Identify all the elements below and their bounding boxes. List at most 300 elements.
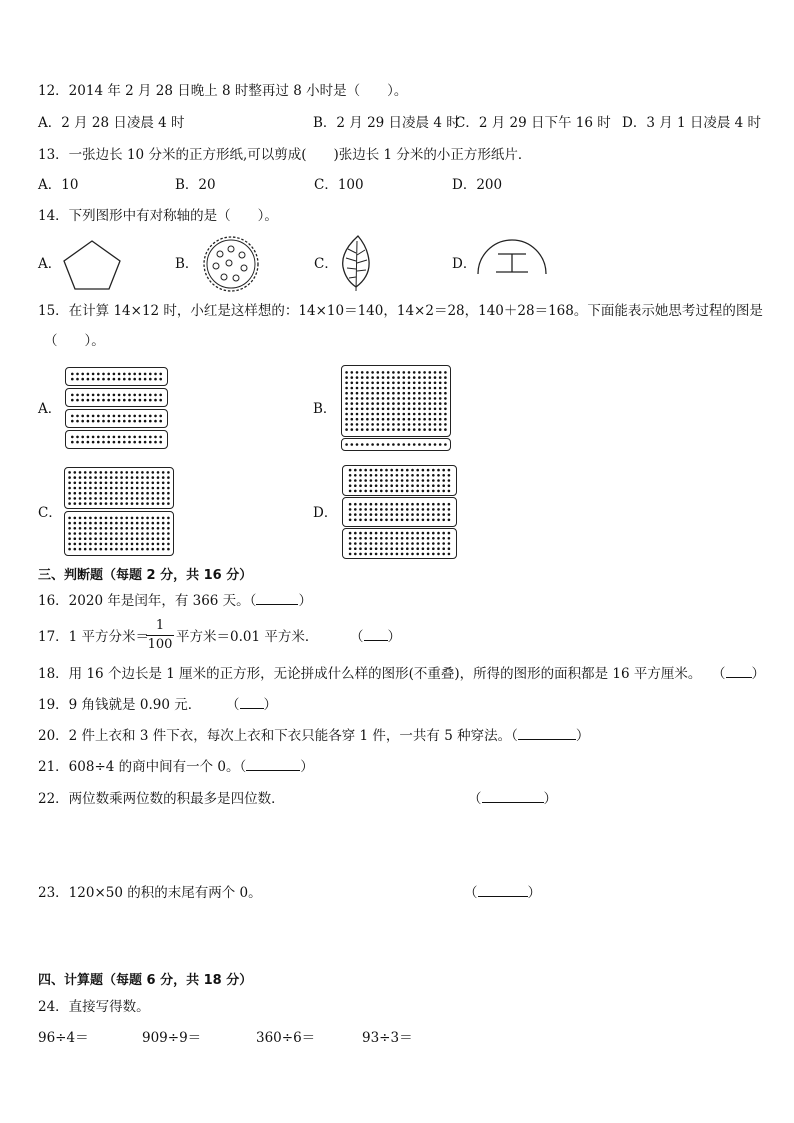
dot (136, 487, 139, 490)
dot (366, 413, 369, 416)
q12-option-c[interactable]: C．2 月 29 日下午 16 时 (455, 115, 611, 131)
dot (377, 376, 380, 379)
dot (87, 394, 90, 397)
dot-pattern (342, 366, 450, 436)
dot (351, 392, 354, 395)
dot (84, 527, 87, 530)
dot (84, 548, 87, 551)
dot (359, 469, 362, 472)
dot (416, 508, 419, 511)
dot (92, 394, 95, 397)
dot (411, 508, 414, 511)
dot (68, 532, 71, 535)
dot (406, 484, 409, 487)
dot (167, 492, 170, 495)
q13-option-b[interactable]: B．20 (175, 177, 216, 193)
dot (444, 397, 447, 400)
dot (371, 402, 374, 405)
dot (359, 484, 362, 487)
dot (159, 441, 162, 444)
dot (100, 476, 103, 479)
dot (162, 522, 165, 525)
dot (110, 527, 113, 530)
dot (387, 397, 390, 400)
dot (102, 394, 105, 397)
q18-answer (712, 665, 765, 683)
dot (120, 502, 123, 505)
dot (146, 476, 149, 479)
q15-label-a[interactable]: A． (38, 401, 62, 417)
dot (84, 487, 87, 490)
dot (149, 378, 152, 381)
dot (110, 502, 113, 505)
dot (136, 527, 139, 530)
dot (401, 532, 404, 535)
dot (377, 402, 380, 405)
dot (377, 408, 380, 411)
q18-answer-blank[interactable] (726, 665, 752, 678)
dot (157, 492, 160, 495)
dot (126, 502, 129, 505)
dot (157, 522, 160, 525)
dot (439, 428, 442, 431)
dot (434, 413, 437, 416)
dot (390, 547, 393, 550)
dot (392, 371, 395, 374)
dot (403, 428, 406, 431)
dot (100, 492, 103, 495)
dot (380, 553, 383, 556)
dot (139, 378, 142, 381)
dot (396, 553, 399, 556)
dot (392, 402, 395, 405)
dot (418, 428, 421, 431)
dot-block (64, 467, 174, 509)
dot (105, 492, 108, 495)
q21-answer-blank[interactable] (246, 758, 300, 771)
dot (371, 443, 374, 446)
dot (411, 469, 414, 472)
dot (139, 420, 142, 423)
dot (120, 476, 123, 479)
dot (100, 527, 103, 530)
dot (370, 553, 373, 556)
q19-answer-blank[interactable] (240, 696, 264, 709)
dot (359, 513, 362, 516)
dot (403, 387, 406, 390)
dot (432, 553, 435, 556)
q24-item-4[interactable]: 93÷3＝ (362, 1030, 413, 1046)
dot (79, 502, 82, 505)
dot (418, 443, 421, 446)
q22-answer-blank[interactable] (482, 790, 544, 803)
dot (115, 497, 118, 500)
dot (411, 503, 414, 506)
dot (105, 497, 108, 500)
dot (144, 436, 147, 439)
dot (403, 418, 406, 421)
dot (423, 428, 426, 431)
dot (366, 397, 369, 400)
dot (154, 373, 157, 376)
dot (139, 373, 142, 376)
dot (139, 415, 142, 418)
dot (422, 508, 425, 511)
dot (361, 423, 364, 426)
dot (345, 376, 348, 379)
q24-item-2[interactable]: 909÷9＝ (142, 1030, 202, 1046)
dot (366, 402, 369, 405)
dot (354, 484, 357, 487)
q13-option-a[interactable]: A．10 (38, 177, 79, 193)
dot (397, 402, 400, 405)
dot (105, 476, 108, 479)
dot (366, 423, 369, 426)
dot (345, 423, 348, 426)
dot (120, 543, 123, 546)
dot (448, 474, 451, 477)
dot (416, 479, 419, 482)
dot (413, 382, 416, 385)
dot (68, 502, 71, 505)
dot (152, 548, 155, 551)
dot (434, 387, 437, 390)
dot (102, 441, 105, 444)
dot (349, 547, 352, 550)
dot (413, 376, 416, 379)
dot (401, 484, 404, 487)
dot (387, 443, 390, 446)
dot (162, 532, 165, 535)
dot (105, 522, 108, 525)
dot (144, 441, 147, 444)
dot (364, 490, 367, 493)
q17-fraction (146, 618, 174, 653)
dot (427, 553, 430, 556)
dot (167, 537, 170, 540)
dot (167, 522, 170, 525)
q15-label-d[interactable]: D． (313, 505, 338, 521)
dot (68, 487, 71, 490)
dot (370, 503, 373, 506)
dot (349, 519, 352, 522)
dot (100, 482, 103, 485)
dot (128, 441, 131, 444)
q23-answer-blank[interactable] (478, 884, 528, 897)
dot (403, 413, 406, 416)
dot (128, 394, 131, 397)
dot (162, 471, 165, 474)
dot-pattern (66, 368, 167, 385)
dot (84, 471, 87, 474)
dot (126, 548, 129, 551)
dot (167, 543, 170, 546)
q20-answer-blank[interactable] (518, 727, 576, 740)
dot (418, 397, 421, 400)
dot (81, 436, 84, 439)
dot (448, 542, 451, 545)
q16-answer-blank[interactable] (256, 592, 298, 605)
dot (146, 517, 149, 520)
dot (429, 408, 432, 411)
dot (351, 413, 354, 416)
dot (84, 492, 87, 495)
dot-bar (341, 438, 451, 451)
dot (131, 482, 134, 485)
dot (434, 423, 437, 426)
q12-option-a[interactable]: A．2 月 28 日凌晨 4 时 (38, 115, 185, 131)
dot (406, 547, 409, 550)
q13-option-c[interactable]: C．100 (314, 177, 364, 193)
dot (448, 553, 451, 556)
dot (413, 371, 416, 374)
dot (448, 508, 451, 511)
dot (128, 415, 131, 418)
dot (120, 548, 123, 551)
dot (385, 508, 388, 511)
dot (408, 387, 411, 390)
dot (76, 436, 79, 439)
dot (349, 490, 352, 493)
dot (131, 543, 134, 546)
dot (396, 513, 399, 516)
dot (423, 402, 426, 405)
dot (102, 436, 105, 439)
dot (89, 527, 92, 530)
dot (97, 436, 100, 439)
dot (100, 497, 103, 500)
q17-answer-blank[interactable] (364, 628, 388, 641)
dot (380, 547, 383, 550)
dot (408, 423, 411, 426)
q22-answer (468, 790, 557, 808)
q14-label-c[interactable]: C． (314, 256, 338, 272)
dot (92, 373, 95, 376)
dot (364, 537, 367, 540)
dot (392, 413, 395, 416)
dot (411, 542, 414, 545)
dot (356, 418, 359, 421)
dot (84, 517, 87, 520)
dot (422, 519, 425, 522)
dot (392, 387, 395, 390)
dot (401, 553, 404, 556)
dot (411, 484, 414, 487)
dot (359, 503, 362, 506)
q14-label-d[interactable]: D． (452, 256, 477, 272)
dot (159, 436, 162, 439)
q14-label-a[interactable]: A． (38, 256, 62, 272)
dot (79, 497, 82, 500)
dot (105, 517, 108, 520)
dot (437, 469, 440, 472)
dot (356, 392, 359, 395)
dot (387, 423, 390, 426)
q13-option-d[interactable]: D．200 (452, 177, 503, 193)
dot (144, 415, 147, 418)
dot (397, 443, 400, 446)
dot (429, 443, 432, 446)
dot (84, 537, 87, 540)
q17-post: 平方米＝0.01 平方米． (176, 629, 319, 645)
dot (354, 474, 357, 477)
dot (370, 490, 373, 493)
dot (390, 490, 393, 493)
dot (351, 423, 354, 426)
dot (154, 441, 157, 444)
dot (118, 373, 121, 376)
dot (89, 517, 92, 520)
dot (113, 441, 116, 444)
dot (110, 492, 113, 495)
dot (442, 537, 445, 540)
dot (162, 487, 165, 490)
dot (345, 408, 348, 411)
dot (89, 471, 92, 474)
dot (432, 513, 435, 516)
dot (380, 503, 383, 506)
dot (413, 428, 416, 431)
dot (74, 537, 77, 540)
dot (131, 476, 134, 479)
q19-open-paren: （ (226, 697, 240, 713)
dot (141, 487, 144, 490)
dot (131, 548, 134, 551)
dot (118, 378, 121, 381)
dot (416, 513, 419, 516)
dot (392, 418, 395, 421)
dot (390, 532, 393, 535)
dot (89, 487, 92, 490)
dot (413, 387, 416, 390)
dot (439, 413, 442, 416)
dot (136, 471, 139, 474)
q14-stem: 14．下列图形中有对称轴的是（ ）。 (38, 208, 278, 224)
dot (444, 423, 447, 426)
dot (141, 492, 144, 495)
q19-close-paren: ） (263, 697, 277, 713)
dot (167, 532, 170, 535)
dot (102, 399, 105, 402)
dot (401, 474, 404, 477)
dot (126, 537, 129, 540)
dot (427, 508, 430, 511)
dot (105, 537, 108, 540)
dot (361, 376, 364, 379)
dot (131, 492, 134, 495)
dot (370, 474, 373, 477)
q15-label-b[interactable]: B． (313, 401, 337, 417)
dot (403, 397, 406, 400)
dot-block (342, 528, 457, 559)
dot (126, 476, 129, 479)
dot (390, 484, 393, 487)
dot (102, 420, 105, 423)
dot (380, 513, 383, 516)
dot (107, 399, 110, 402)
q24-item-3[interactable]: 360÷6＝ (256, 1030, 316, 1046)
dot (345, 382, 348, 385)
dot-block (341, 365, 451, 437)
dot (442, 547, 445, 550)
dot (375, 469, 378, 472)
dot (377, 423, 380, 426)
dot (144, 399, 147, 402)
dot (444, 371, 447, 374)
dot (351, 402, 354, 405)
dot (448, 484, 451, 487)
dot (434, 392, 437, 395)
dot (100, 543, 103, 546)
dot (68, 548, 71, 551)
dot (397, 397, 400, 400)
dot (136, 543, 139, 546)
q24-item-1[interactable]: 96÷4＝ (38, 1030, 89, 1046)
dot (152, 517, 155, 520)
dot (354, 537, 357, 540)
dot (100, 471, 103, 474)
dot (439, 443, 442, 446)
q12-option-d[interactable]: D．3 月 1 日凌晨 4 时 (622, 115, 762, 131)
dot (408, 418, 411, 421)
dot (133, 378, 136, 381)
q14-label-b[interactable]: B． (175, 256, 199, 272)
dot (131, 487, 134, 490)
dot (115, 471, 118, 474)
dot (361, 408, 364, 411)
dot (356, 397, 359, 400)
dot (442, 542, 445, 545)
dot-block (64, 511, 174, 556)
dot (144, 420, 147, 423)
q12-stem: 12．2014 年 2 月 28 日晚上 8 时整再过 8 小时是（ ）。 (38, 83, 408, 99)
dot (439, 387, 442, 390)
dot (377, 418, 380, 421)
dot (437, 553, 440, 556)
dot (392, 376, 395, 379)
dot (444, 402, 447, 405)
dot (390, 503, 393, 506)
dot (154, 436, 157, 439)
dot (434, 402, 437, 405)
dot (371, 418, 374, 421)
dot (94, 497, 97, 500)
dot (162, 502, 165, 505)
fraction-denominator: 100 (147, 637, 173, 652)
dot (354, 479, 357, 482)
dot (141, 532, 144, 535)
q15-label-c[interactable]: C． (38, 505, 62, 521)
dot (107, 373, 110, 376)
dot (105, 471, 108, 474)
dot (364, 503, 367, 506)
dot (413, 443, 416, 446)
dot (371, 397, 374, 400)
q12-option-b[interactable]: B．2 月 29 日凌晨 4 时 (313, 115, 460, 131)
dot (406, 532, 409, 535)
dot (437, 508, 440, 511)
dot (118, 394, 121, 397)
dot (71, 436, 74, 439)
dot (427, 547, 430, 550)
dot (385, 553, 388, 556)
dot (416, 519, 419, 522)
dot (157, 497, 160, 500)
dot (427, 519, 430, 522)
dot (377, 382, 380, 385)
dot (370, 532, 373, 535)
dot (439, 376, 442, 379)
